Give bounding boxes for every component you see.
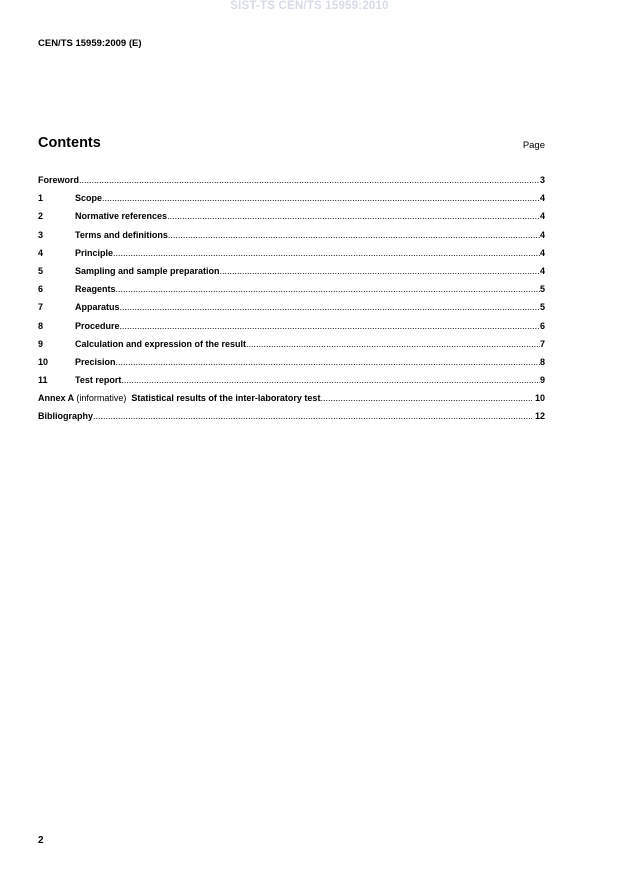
toc-entry-number: 10 [38,356,49,367]
toc-entry-precision[interactable] [38,357,545,375]
toc-entry-page: 12 [534,411,545,422]
toc-entry-page: 10 [534,393,545,404]
toc-entry-apparatus[interactable] [38,302,545,320]
toc-entry-number: 2 [38,211,44,222]
toc-entry-number: 11 [38,375,48,386]
toc-entry-number: 8 [38,320,44,331]
toc-entry-title [38,393,320,403]
document-id: CEN/TS 15959:2009 (E) [38,38,142,49]
toc-entry-procedure[interactable] [38,321,545,339]
toc-entry-normative-references[interactable] [38,211,545,229]
toc-entry-number: 4 [38,247,44,258]
toc-entry-page: 4 [539,193,545,204]
toc-entry-annex-a[interactable] [38,393,545,411]
toc-entry-number: 3 [38,229,44,240]
page-column-label: Page [522,140,545,151]
toc-entry-reagents[interactable] [38,284,545,302]
toc-entry-title: Bibliography [38,411,94,422]
toc-entry-page: 6 [539,320,545,331]
toc-entry-number: 7 [38,302,44,313]
toc-entry-page: 8 [539,356,545,367]
toc-entry-sampling[interactable] [38,266,545,284]
toc-entry-page: 9 [539,375,545,386]
toc-dot-leader [116,284,540,294]
toc-dot-leader [120,321,540,331]
toc-entry-title: Terms and definitions [75,229,168,240]
toc-entry-number: 9 [38,338,44,349]
toc-entry-title: Calculation and expression of the result [75,338,247,349]
toc-dot-leader [121,375,540,385]
toc-entry-title: Procedure [75,320,120,331]
toc-dot-leader [93,411,532,421]
toc-dot-leader [116,357,540,367]
toc-dot-leader [167,211,540,221]
toc-dot-leader [320,393,532,403]
toc-entry-terms-and-definitions[interactable] [38,230,545,248]
toc-dot-leader [120,302,540,312]
annex-prefix: Annex A [38,393,74,404]
toc-entry-foreword[interactable] [38,175,545,193]
toc-entry-principle[interactable] [38,248,545,266]
contents-heading: Contents [38,135,101,151]
toc-entry-page: 4 [539,247,545,258]
toc-entry-page: 4 [539,265,545,276]
toc-dot-leader [246,339,540,349]
toc-entry-title: Scope [75,193,103,204]
toc-entry-title: Apparatus [75,302,120,313]
toc-entry-title: Test report [75,375,122,386]
toc-dot-leader [220,266,540,276]
page-number: 2 [38,835,44,846]
toc-entry-number: 1 [38,193,44,204]
toc-entry-title: Reagents [75,284,116,295]
toc-dot-leader [113,248,540,258]
toc-entry-page: 7 [539,338,545,349]
toc-entry-title: Normative references [75,211,168,222]
toc-entry-number: 5 [38,265,44,276]
annex-qualifier: (informative) [76,393,127,404]
toc-entry-page: 3 [539,175,545,185]
toc-entry-bibliography[interactable] [38,411,545,429]
toc-entry-page: 5 [539,302,545,313]
toc-entry-scope[interactable] [38,193,545,211]
toc-entry-calculation[interactable] [38,339,545,357]
toc-entry-page: 5 [539,284,545,295]
toc-entry-number: 6 [38,284,44,295]
toc-entry-test-report[interactable] [38,375,545,393]
toc-entry-page: 4 [539,229,545,240]
watermark: SIST-TS CEN/TS 15959:2010 [230,0,389,12]
toc-entry-page: 4 [539,211,545,222]
toc-entry-title: Foreword [38,175,80,185]
toc-entry-title: Sampling and sample preparation [75,265,220,276]
table-of-contents [38,175,545,430]
toc-entry-title: Principle [75,247,114,258]
toc-dot-leader [102,193,540,203]
annex-title: Statistical results of the inter-laboratory test [131,393,321,404]
toc-dot-leader [168,230,540,240]
toc-entry-title: Precision [75,356,116,367]
toc-dot-leader [79,175,540,185]
